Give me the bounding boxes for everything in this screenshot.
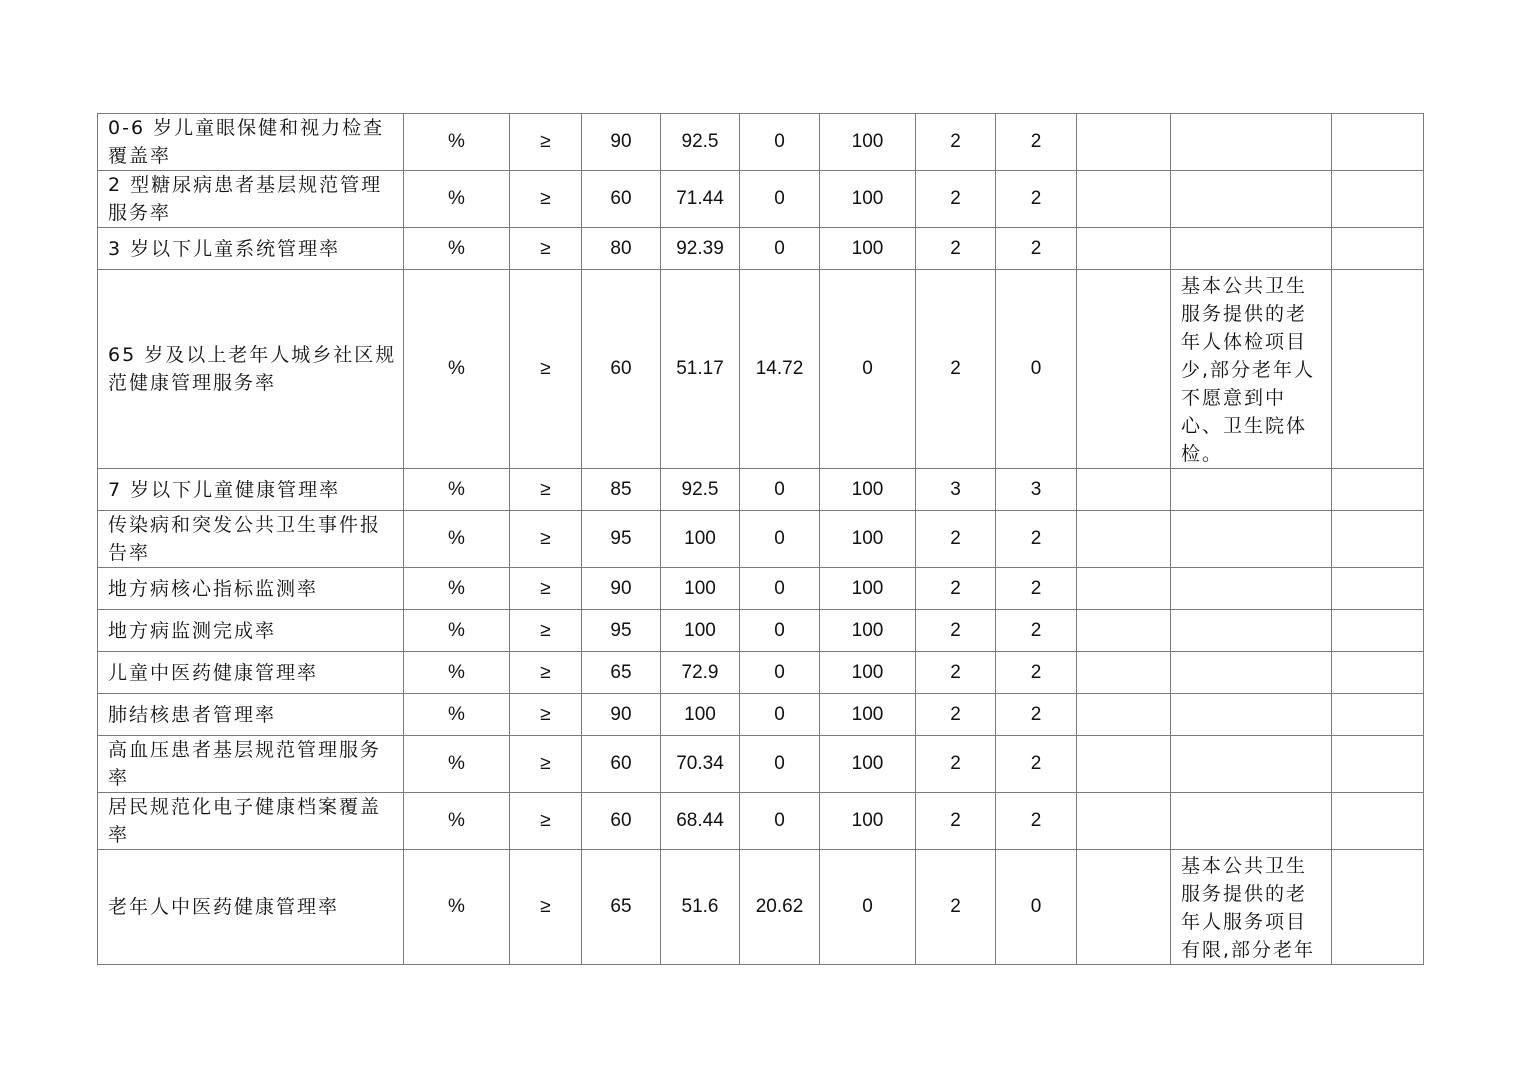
completion-rate-cell: 0 [820, 270, 916, 469]
actual-value-cell: 100 [661, 568, 740, 610]
unit-cell: % [404, 171, 510, 228]
completion-rate-cell: 100 [820, 652, 916, 694]
completion-rate-cell: 100 [820, 228, 916, 270]
unit-cell: % [404, 793, 510, 850]
performance-table [97, 113, 1424, 965]
actual-value-cell: 72.9 [661, 652, 740, 694]
note-cell [1171, 469, 1332, 511]
table-row [98, 736, 1424, 793]
target-value-cell: 60 [582, 793, 661, 850]
indicator-name: 3 岁以下儿童系统管理率 [98, 228, 404, 270]
score-cell: 0 [996, 270, 1077, 469]
operator-cell: ≥ [510, 568, 582, 610]
target-value-cell: 60 [582, 270, 661, 469]
note-cell [1171, 114, 1332, 171]
table-row [98, 511, 1424, 568]
note-cell [1171, 228, 1332, 270]
unit-cell: % [404, 469, 510, 511]
target-value-cell: 90 [582, 694, 661, 736]
actual-value-cell: 68.44 [661, 793, 740, 850]
note-cell: 基本公共卫生服务提供的老年人体检项目少,部分老年人不愿意到中心、卫生院体检。 [1171, 270, 1332, 469]
target-value-cell: 60 [582, 171, 661, 228]
completion-rate-cell: 100 [820, 736, 916, 793]
actual-value-cell: 100 [661, 511, 740, 568]
target-value-cell: 90 [582, 568, 661, 610]
unit-cell: % [404, 568, 510, 610]
actual-value-cell: 92.39 [661, 228, 740, 270]
weight-cell: 2 [916, 793, 996, 850]
unit-cell: % [404, 610, 510, 652]
indicator-name: 地方病核心指标监测率 [98, 568, 404, 610]
deviation-cell: 0 [740, 469, 820, 511]
deviation-cell: 0 [740, 511, 820, 568]
target-value-cell: 65 [582, 850, 661, 965]
unit-cell: % [404, 270, 510, 469]
deviation-cell: 0 [740, 736, 820, 793]
unit-cell: % [404, 850, 510, 965]
empty-cell [1077, 793, 1171, 850]
actual-value-cell: 100 [661, 694, 740, 736]
empty-cell [1332, 652, 1424, 694]
empty-cell [1332, 793, 1424, 850]
empty-cell [1077, 850, 1171, 965]
weight-cell: 2 [916, 171, 996, 228]
target-value-cell: 60 [582, 736, 661, 793]
operator-cell: ≥ [510, 850, 582, 965]
empty-cell [1077, 171, 1171, 228]
unit-cell: % [404, 694, 510, 736]
indicator-name: 7 岁以下儿童健康管理率 [98, 469, 404, 511]
completion-rate-cell: 100 [820, 793, 916, 850]
empty-cell [1077, 652, 1171, 694]
unit-cell: % [404, 114, 510, 171]
target-value-cell: 95 [582, 610, 661, 652]
indicator-name: 居民规范化电子健康档案覆盖率 [98, 793, 404, 850]
note-cell [1171, 694, 1332, 736]
operator-cell: ≥ [510, 228, 582, 270]
table-row [98, 228, 1424, 270]
completion-rate-cell: 100 [820, 694, 916, 736]
operator-cell: ≥ [510, 652, 582, 694]
empty-cell [1332, 610, 1424, 652]
operator-cell: ≥ [510, 694, 582, 736]
deviation-cell: 0 [740, 793, 820, 850]
score-cell: 0 [996, 850, 1077, 965]
indicator-name: 高血压患者基层规范管理服务率 [98, 736, 404, 793]
weight-cell: 2 [916, 694, 996, 736]
empty-cell [1332, 171, 1424, 228]
operator-cell: ≥ [510, 736, 582, 793]
note-cell: 基本公共卫生服务提供的老年人服务项目有限,部分老年 [1171, 850, 1332, 965]
empty-cell [1077, 114, 1171, 171]
weight-cell: 2 [916, 850, 996, 965]
empty-cell [1332, 270, 1424, 469]
target-value-cell: 90 [582, 114, 661, 171]
deviation-cell: 0 [740, 694, 820, 736]
note-cell [1171, 793, 1332, 850]
score-cell: 2 [996, 610, 1077, 652]
empty-cell [1332, 511, 1424, 568]
target-value-cell: 85 [582, 469, 661, 511]
operator-cell: ≥ [510, 469, 582, 511]
empty-cell [1077, 270, 1171, 469]
actual-value-cell: 71.44 [661, 171, 740, 228]
weight-cell: 2 [916, 270, 996, 469]
score-cell: 2 [996, 171, 1077, 228]
empty-cell [1077, 610, 1171, 652]
weight-cell: 2 [916, 736, 996, 793]
score-cell: 2 [996, 736, 1077, 793]
deviation-cell: 0 [740, 114, 820, 171]
score-cell: 2 [996, 511, 1077, 568]
table-row [98, 793, 1424, 850]
actual-value-cell: 92.5 [661, 469, 740, 511]
empty-cell [1332, 228, 1424, 270]
note-cell [1171, 171, 1332, 228]
weight-cell: 2 [916, 568, 996, 610]
actual-value-cell: 100 [661, 610, 740, 652]
score-cell: 2 [996, 228, 1077, 270]
actual-value-cell: 70.34 [661, 736, 740, 793]
weight-cell: 2 [916, 610, 996, 652]
empty-cell [1332, 736, 1424, 793]
table-row [98, 694, 1424, 736]
indicator-name: 65 岁及以上老年人城乡社区规范健康管理服务率 [98, 270, 404, 469]
note-cell [1171, 652, 1332, 694]
operator-cell: ≥ [510, 511, 582, 568]
score-cell: 2 [996, 652, 1077, 694]
table-row [98, 568, 1424, 610]
score-cell: 2 [996, 694, 1077, 736]
completion-rate-cell: 100 [820, 114, 916, 171]
target-value-cell: 65 [582, 652, 661, 694]
indicator-name: 地方病监测完成率 [98, 610, 404, 652]
empty-cell [1077, 736, 1171, 793]
note-cell [1171, 736, 1332, 793]
table-row [98, 171, 1424, 228]
operator-cell: ≥ [510, 114, 582, 171]
score-cell: 2 [996, 114, 1077, 171]
empty-cell [1332, 850, 1424, 965]
empty-cell [1077, 694, 1171, 736]
empty-cell [1332, 469, 1424, 511]
empty-cell [1332, 114, 1424, 171]
deviation-cell: 0 [740, 610, 820, 652]
operator-cell: ≥ [510, 270, 582, 469]
indicator-name: 传染病和突发公共卫生事件报告率 [98, 511, 404, 568]
unit-cell: % [404, 511, 510, 568]
operator-cell: ≥ [510, 793, 582, 850]
completion-rate-cell: 100 [820, 610, 916, 652]
deviation-cell: 14.72 [740, 270, 820, 469]
note-cell [1171, 610, 1332, 652]
actual-value-cell: 92.5 [661, 114, 740, 171]
unit-cell: % [404, 652, 510, 694]
score-cell: 3 [996, 469, 1077, 511]
deviation-cell: 0 [740, 652, 820, 694]
weight-cell: 3 [916, 469, 996, 511]
table-row [98, 850, 1424, 965]
indicator-name: 儿童中医药健康管理率 [98, 652, 404, 694]
actual-value-cell: 51.17 [661, 270, 740, 469]
completion-rate-cell: 0 [820, 850, 916, 965]
empty-cell [1332, 568, 1424, 610]
completion-rate-cell: 100 [820, 171, 916, 228]
table-row [98, 652, 1424, 694]
actual-value-cell: 51.6 [661, 850, 740, 965]
empty-cell [1077, 568, 1171, 610]
table-row [98, 270, 1424, 469]
operator-cell: ≥ [510, 610, 582, 652]
deviation-cell: 0 [740, 568, 820, 610]
target-value-cell: 95 [582, 511, 661, 568]
indicator-name: 2 型糖尿病患者基层规范管理服务率 [98, 171, 404, 228]
weight-cell: 2 [916, 652, 996, 694]
note-cell [1171, 568, 1332, 610]
completion-rate-cell: 100 [820, 511, 916, 568]
note-cell [1171, 511, 1332, 568]
indicator-name: 肺结核患者管理率 [98, 694, 404, 736]
unit-cell: % [404, 736, 510, 793]
target-value-cell: 80 [582, 228, 661, 270]
indicator-name: 0-6 岁儿童眼保健和视力检查覆盖率 [98, 114, 404, 171]
table-row [98, 114, 1424, 171]
completion-rate-cell: 100 [820, 568, 916, 610]
empty-cell [1077, 228, 1171, 270]
weight-cell: 2 [916, 511, 996, 568]
deviation-cell: 0 [740, 171, 820, 228]
weight-cell: 2 [916, 114, 996, 171]
empty-cell [1077, 469, 1171, 511]
table-row [98, 610, 1424, 652]
weight-cell: 2 [916, 228, 996, 270]
completion-rate-cell: 100 [820, 469, 916, 511]
deviation-cell: 20.62 [740, 850, 820, 965]
unit-cell: % [404, 228, 510, 270]
score-cell: 2 [996, 568, 1077, 610]
indicator-name: 老年人中医药健康管理率 [98, 850, 404, 965]
empty-cell [1332, 694, 1424, 736]
deviation-cell: 0 [740, 228, 820, 270]
score-cell: 2 [996, 793, 1077, 850]
empty-cell [1077, 511, 1171, 568]
table-row [98, 469, 1424, 511]
operator-cell: ≥ [510, 171, 582, 228]
